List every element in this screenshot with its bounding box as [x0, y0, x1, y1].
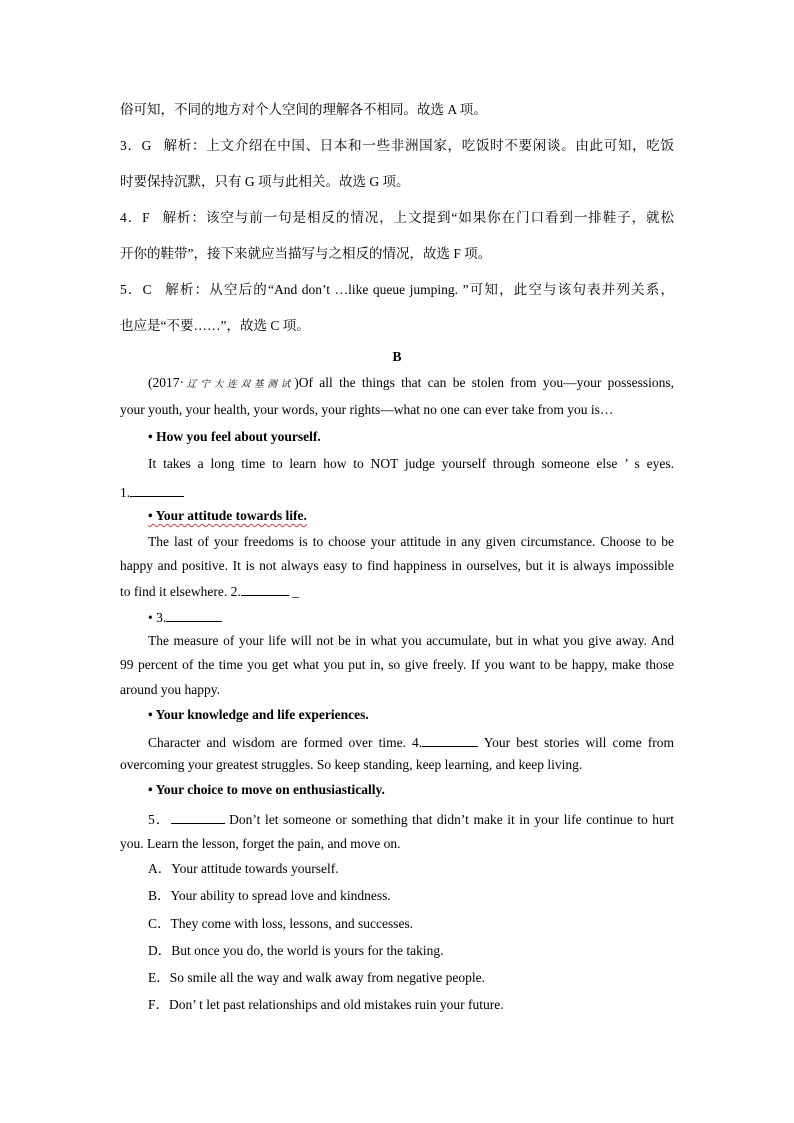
blank-4[interactable]	[422, 732, 478, 747]
option-c: C．They come with loss, lessons, and successes.	[148, 916, 414, 931]
paragraph-4a	[148, 732, 674, 752]
answer-5-explanation: 解析：从空后的“And don’t …like queue jumping. ”可知，此空与该句表并列关系，	[165, 282, 675, 297]
heading-3-number: • 3.	[148, 610, 167, 625]
heading-attitude-text: • Your attitude towards life.	[148, 508, 307, 523]
section-heading: B	[392, 349, 402, 364]
answer-5-number: 5．C	[120, 282, 152, 297]
option-a: A．Your attitude towards yourself.	[148, 861, 339, 876]
paragraph-2c-text: to find it elsewhere. 2.	[120, 584, 241, 599]
paragraph-2a: The last of your freedoms is to choose your attitude in any given circumstance. Choose to be	[148, 534, 674, 549]
paragraph-3c: around you happy.	[120, 682, 220, 697]
heading-attitude-towards-life	[148, 507, 307, 525]
paragraph-4a-pre: Character and wisdom are formed over time. 4.	[148, 735, 423, 750]
blank-1-line	[120, 482, 184, 502]
paragraph-2c	[120, 581, 299, 601]
answer-5-continuation: 也应是“不要……”，故选 C 项。	[120, 318, 310, 333]
answer-4-continuation: 开你的鞋带”，接下来就应当描写与之相反的情况，故选 F 项。	[120, 246, 492, 261]
heading-feel-about-yourself: • How you feel about yourself.	[148, 429, 321, 444]
intro-year: (2017·	[148, 375, 184, 390]
intro-paren: )	[294, 375, 299, 390]
answer-3-number: 3．G	[120, 138, 152, 153]
answer-4-explanation: 解析：该空与前一句是相反的情况，上文提到“如果你在门口看到一排鞋子，就松	[162, 210, 674, 225]
paragraph-5a	[148, 809, 674, 829]
paragraph-1: It takes a long time to learn how to NOT judge yourself through someone else ’ s eyes.	[148, 456, 674, 471]
paragraph-3b: 99 percent of the time you get what you put in, so give freely. If you want to be happy, make those	[120, 657, 674, 672]
paragraph-3a: The measure of your life will not be in what you accumulate, but in what you give away. And	[148, 633, 674, 648]
paragraph-5a-pre: 5．	[148, 812, 171, 827]
answer-5	[120, 281, 674, 299]
answer-4-number: 4．F	[120, 210, 150, 225]
answer-3	[120, 137, 674, 155]
intro-source: 辽宁大连双基测试	[184, 380, 295, 390]
heading-move-on: • Your choice to move on enthusiastically.	[148, 782, 385, 797]
blank-3[interactable]	[166, 607, 222, 622]
paragraph-2b: happy and positive. It is not always easy to find happiness in ourselves, but it is always impossible	[120, 558, 674, 573]
answer-3-explanation: 解析：上文介绍在中国、日本和一些非洲国家，吃饭时不要闲谈。由此可知，吃饭	[163, 138, 675, 153]
option-f: F．Don’ t let past relationships and old mistakes ruin your future.	[148, 997, 504, 1012]
option-b: B．Your ability to spread love and kindness.	[148, 888, 391, 903]
blank-1[interactable]	[130, 482, 184, 497]
paragraph-4b: overcoming your greatest struggles. So keep standing, keep learning, and keep living.	[120, 757, 583, 772]
blank-5[interactable]	[171, 809, 225, 824]
paragraph-4a-post: Your best stories will come from	[478, 735, 674, 750]
answer-3-continuation: 时要保持沉默，只有 G 项与此相关。故选 G 项。	[120, 174, 410, 189]
intro-line	[148, 374, 674, 394]
blank-2-tail: _	[288, 584, 299, 599]
blank-1-number: 1.	[120, 485, 131, 500]
answer-continuation: 俗可知，不同的地方对个人空间的理解各不相同。故选 A 项。	[120, 102, 487, 117]
intro-continuation: your youth, your health, your words, your rights—what no one can ever take from you is…	[120, 402, 614, 417]
option-e: E．So smile all the way and walk away from negative people.	[148, 970, 486, 985]
paragraph-5b: you. Learn the lesson, forget the pain, and move on.	[120, 836, 401, 851]
heading-knowledge-experiences: • Your knowledge and life experiences.	[148, 707, 369, 722]
intro-text: Of all the things that can be stolen from you—your possessions,	[298, 375, 674, 390]
option-d: D．But once you do, the world is yours for the taking.	[148, 943, 444, 958]
heading-blank-3	[148, 607, 222, 627]
paragraph-5a-post: Don’t let someone or something that didn’t make it in your life continue to hurt	[224, 812, 675, 827]
blank-2[interactable]	[241, 581, 289, 596]
answer-4	[120, 209, 674, 227]
